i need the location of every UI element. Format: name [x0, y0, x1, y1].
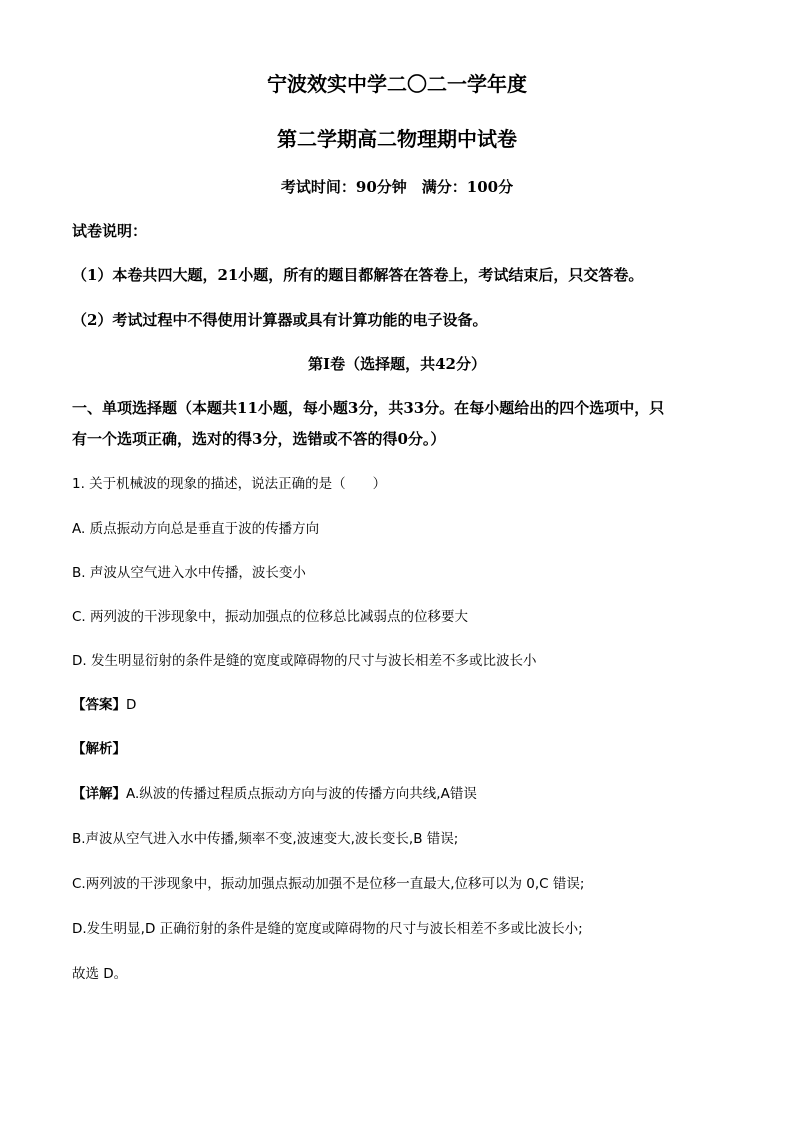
- detail-line-4: D.发生明显,D 正确衍射的条件是缝的宽度或障碍物的尺寸与波长相差不多或比波长小;: [72, 921, 583, 937]
- answer-line: [72, 697, 136, 713]
- detail-line-5: 故选 D。: [72, 966, 128, 982]
- detail-line-3: C.两列波的干涉现象中，振动加强点振动加强不是位移一直最大,位移可以为 0,C 错误;: [72, 876, 585, 892]
- analysis-label: 【解析】: [72, 741, 126, 757]
- instructions-heading: 试卷说明：: [72, 222, 148, 240]
- detail-line-1: [72, 786, 477, 802]
- exam-title-line2: 第二学期高二物理期中试卷: [277, 127, 517, 151]
- question-stem: 1. 关于机械波的现象的描述，说法正确的是（ ）: [72, 476, 387, 492]
- option-b: B. 声波从空气进入水中传播，波长变小: [72, 565, 306, 581]
- answer-value: D: [126, 697, 137, 713]
- detail-line-2: B.声波从空气进入水中传播,频率不变,波速变大,波长变长,B 错误;: [72, 831, 459, 847]
- detail-text-a: A.纵波的传播过程质点振动方向与波的传播方向共线,A错误: [126, 786, 477, 802]
- exam-title-line1: 宁波效实中学二〇二一学年度: [267, 72, 527, 96]
- option-a: A. 质点振动方向总是垂直于波的传播方向: [72, 521, 320, 537]
- option-c: C. 两列波的干涉现象中，振动加强点的位移总比减弱点的位移要大: [72, 609, 469, 625]
- part-heading-line2: 有一个选项正确，选对的得3分，选错或不答的得0分。）: [72, 430, 446, 448]
- detail-label: 【详解】: [72, 786, 126, 802]
- option-d: D. 发生明显衍射的条件是缝的宽度或障碍物的尺寸与波长相差不多或比波长小: [72, 653, 537, 669]
- part-heading-line1: 一、单项选择题（本题共11小题，每小题3分，共33分。在每小题给出的四个选项中，只: [72, 399, 665, 417]
- answer-label: 【答案】: [72, 697, 126, 713]
- instruction-item-2: （2）考试过程中不得使用计算器或具有计算功能的电子设备。: [72, 311, 488, 329]
- section-title: 第Ⅰ卷（选择题，共42分）: [308, 355, 486, 373]
- instruction-item-1: （1）本卷共四大题，21小题，所有的题目都解答在答卷上，考试结束后，只交答卷。: [72, 266, 644, 284]
- exam-info: 考试时间：90分钟 满分：100分: [280, 178, 514, 196]
